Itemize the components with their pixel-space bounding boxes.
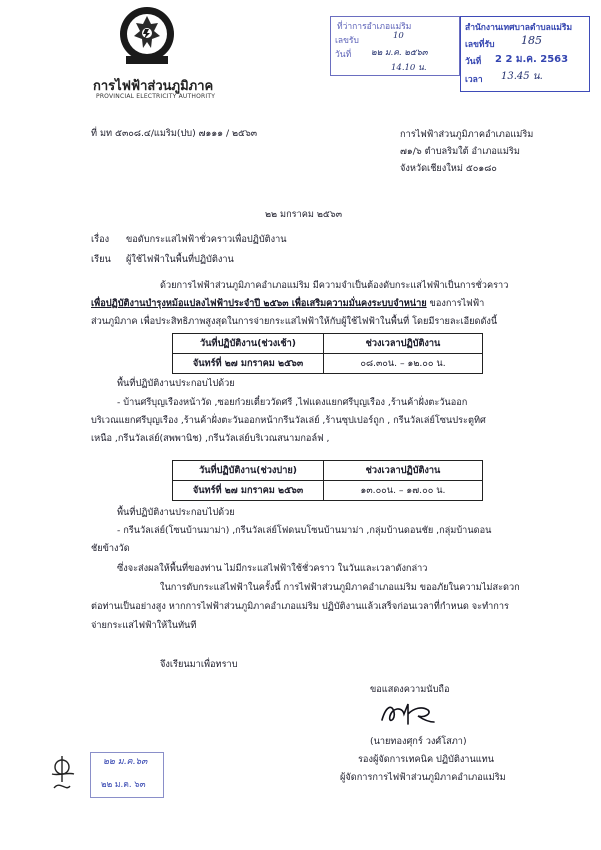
table-header-date: วันที่ปฏิบัติงาน(ช่วงเช้า) xyxy=(173,334,324,354)
stamp-title: สำนักงานเทศบาลตำบลแม่ริม xyxy=(465,23,573,33)
table-row xyxy=(173,334,483,354)
body-paragraph-line: ต่อท่านเป็นอย่างสูง หากการไฟฟ้าส่วนภูมิภาคอำเภอแม่ริม ปฏิบัติงานแล้วเสร็จก่อนเวลาที่กำหนด จะทำการ xyxy=(91,601,509,612)
table-row xyxy=(173,461,483,481)
table-cell-date: จันทร์ที่ ๒๗ มกราคม ๒๕๖๓ xyxy=(173,354,324,374)
signer-name: (นายทองศุกร์ วงศ์โสภา) xyxy=(370,736,467,747)
schedule-table-afternoon xyxy=(172,460,483,501)
recipient-label: เรียน xyxy=(91,254,111,265)
table-cell-time: ๑๓.๐๐น. – ๑๗.๐๐ น. xyxy=(324,481,483,501)
document-date: ๒๒ มกราคม ๒๕๖๓ xyxy=(265,209,342,220)
table-cell-time: ๐๘.๓๐น. – ๑๒.๐๐ น. xyxy=(324,354,483,374)
area-line: - กรีนวัลเล่ย์(โซนบ้านมาม่า) ,กรีนวัลเล่ย์โฟดนบโซนบ้านมาม่า ,กลุ่มบ้านดอนชัย ,กลุ่มบ้านดอน xyxy=(117,525,492,536)
stamp-time-value: 14.10 น. xyxy=(391,63,427,73)
table-header-time: ช่วงเวลาปฏิบัติงาน xyxy=(324,334,483,354)
table-header-date: วันที่ปฏิบัติงาน(ช่วงบ่าย) xyxy=(173,461,324,481)
body-paragraph-line: ด้วยการไฟฟ้าส่วนภูมิภาคอำเภอแม่ริม มีความจำเป็นต้องดับกระแสไฟฟ้าเป็นการชั่วคราว xyxy=(160,280,509,291)
receipt-stamp-municipality xyxy=(460,16,590,92)
body-paragraph-line xyxy=(91,297,484,310)
schedule-table-morning xyxy=(172,333,483,374)
document-reference: ที่ มท ๕๓๐๘.๔/แมริม(ปบ) ๗๑๑๑ / ๒๕๖๓ xyxy=(91,128,258,139)
recipient-text: ผู้ใช้ไฟฟ้าในพื้นที่ปฏิบัติงาน xyxy=(126,254,234,265)
stamp-title: ที่ว่าการอำเภอแม่ริม xyxy=(337,22,412,32)
stamp-receipt-number: 185 xyxy=(521,34,542,47)
stamp-date-printed: ๒๒ ม.ค. ๖๓ xyxy=(101,780,146,790)
sender-address-line: การไฟฟ้าส่วนภูมิภาคอำเภอแม่ริม xyxy=(400,129,534,140)
regards-line: ขอแสดงความนับถือ xyxy=(370,684,450,695)
area-intro: พื้นที่ปฏิบัติงานประกอบไปด้วย xyxy=(117,507,235,518)
receipt-stamp-district xyxy=(330,16,460,76)
signer-position: รองผู้จัดการเทคนิค ปฏิบัติงานแทน xyxy=(358,754,495,765)
subject-label: เรื่อง xyxy=(91,234,110,245)
org-name-thai: การไฟฟ้าส่วนภูมิภาค xyxy=(93,79,214,94)
date-stamp-box xyxy=(90,752,164,798)
signer-position: ผู้จัดการการไฟฟ้าส่วนภูมิภาคอำเภอแม่ริม xyxy=(340,772,506,783)
stamp-time-label: เวลา xyxy=(465,75,483,85)
body-paragraph-line: จ่ายกระแสไฟฟ้าให้ในทันที xyxy=(91,620,197,631)
stamp-date-handwritten: ๒๒ ม.ค.๖๓ xyxy=(103,757,148,767)
purpose-emphasis: เพื่อปฏิบัติงานบำรุงหม้อแปลงไฟฟ้าประจำปี ๒๕๖๓ เพื่อเสริมความมั่นคงระบบจำหน่าย xyxy=(91,298,427,309)
subject-text: ขอดับกระแสไฟฟ้าชั่วคราวเพื่อปฏิบัติงาน xyxy=(126,234,287,245)
stamp-receipt-number: 10 xyxy=(393,31,404,41)
body-paragraph-line: ส่วนภูมิภาค เพื่อประสิทธิภาพสูงสุดในการจ่ายกระแสไฟฟ้าให้กับผู้ใช้ไฟฟ้าในพื้นที่ โดยมีรายละเอียดดังนี้ xyxy=(91,316,498,327)
area-intro: พื้นที่ปฏิบัติงานประกอบไปด้วย xyxy=(117,378,235,389)
stamp-date-value: ๒๒ ม.ค. ๒๕๖๓ xyxy=(371,48,428,58)
purpose-rest: ของการไฟฟ้า xyxy=(426,298,485,309)
body-paragraph-line: ในการดับกระแสไฟฟ้าในครั้งนี้ การไฟฟ้าส่วนภูมิภาคอำเภอแม่ริม ขออภัยในความไม่สะดวก xyxy=(160,582,520,593)
stamp-date-value: 2 2 ม.ค. 2563 xyxy=(495,54,569,65)
org-name-english: PROVINCIAL ELECTRICITY AUTHORITY xyxy=(96,93,216,100)
handwritten-signature xyxy=(378,700,438,728)
table-cell-date: จันทร์ที่ ๒๗ มกราคม ๒๕๖๓ xyxy=(173,481,324,501)
stamp-receipt-label: เลขที่รับ xyxy=(465,40,495,50)
stamp-date-label: วันที่ xyxy=(335,50,352,60)
closing-line: จึงเรียนมาเพื่อทราบ xyxy=(160,659,238,670)
sender-address-line: จังหวัดเชียงใหม่ ๕๐๑๘๐ xyxy=(400,163,497,174)
handwritten-mark-icon xyxy=(40,752,90,802)
area-line: บริเวณแยกศรีบุญเรือง ,ร้านค้าฝั่งตะวันออกหน้ากรีนวัลเล่ย์ ,ร้านซุปเปอร์ถูก , กรีนวัลเล่ย์โซนประตูทิศ xyxy=(91,415,486,426)
stamp-receipt-label: เลขรับ xyxy=(335,36,359,46)
table-row xyxy=(173,481,483,501)
body-paragraph-line: ซึ่งจะส่งผลให้พื้นที่ของท่าน ไม่มีกระแสไฟฟ้าใช้ชั่วคราว ในวันและเวลาดังกล่าว xyxy=(117,563,428,574)
stamp-time-value: 13.45 น. xyxy=(501,71,543,82)
sender-address-line: ๗๑/๖ ตำบลริมใต้ อำเภอแม่ริม xyxy=(400,146,520,157)
area-line: ชัยข้างวัด xyxy=(91,543,130,554)
area-line: เหนือ ,กรีนวัลเล่ย์(สพพานิช) ,กรีนวัลเล่ย์บริเวณสนามกอล์ฟ , xyxy=(91,433,330,444)
bottom-receipt-stamp xyxy=(40,752,166,802)
table-row xyxy=(173,354,483,374)
pea-logo xyxy=(118,6,176,66)
area-line: - บ้านศรีบุญเรืองหน้าวัด ,ซอยก๋วยเตี๋ยววัดศรี ,ไฟแดงแยกศรีบุญเรือง ,ร้านค้าฝั่งตะวันออก xyxy=(117,397,468,408)
table-header-time: ช่วงเวลาปฏิบัติงาน xyxy=(324,461,483,481)
stamp-date-label: วันที่ xyxy=(465,57,482,67)
